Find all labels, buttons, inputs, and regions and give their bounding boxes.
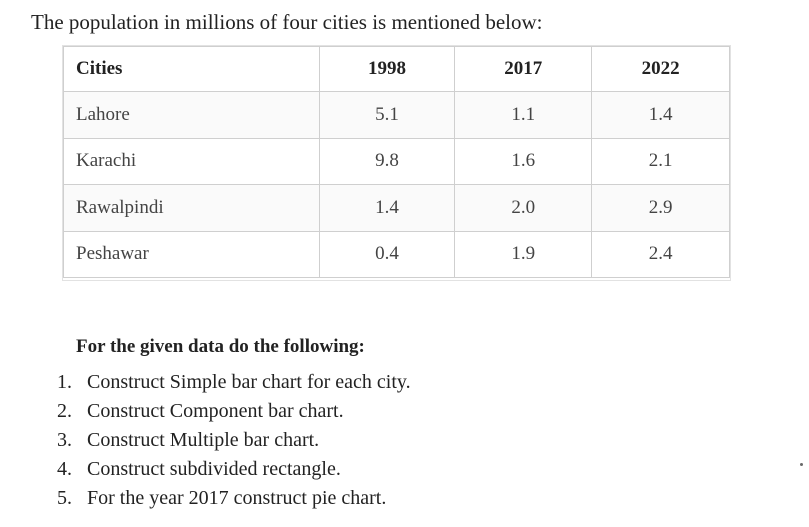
- city-name: Lahore: [64, 92, 320, 139]
- task-text: Construct Simple bar chart for each city.: [87, 371, 411, 393]
- task-text: Construct subdivided rectangle.: [87, 458, 341, 480]
- tasks-heading: For the given data do the following:: [76, 336, 365, 357]
- value-2022: 2.4: [592, 231, 730, 278]
- task-text: For the year 2017 construct pie chart.: [87, 487, 387, 509]
- value-2022: 2.9: [592, 185, 730, 232]
- task-number: 3.: [57, 429, 72, 451]
- table-row-karachi: [64, 138, 730, 185]
- task-number: 4.: [57, 458, 72, 480]
- task-list: [57, 368, 411, 513]
- value-2017: 1.9: [455, 231, 592, 278]
- table-row-rawalpindi: [64, 185, 730, 232]
- header-cities: Cities: [64, 47, 320, 92]
- task-item: [57, 455, 411, 484]
- intro-text: The population in millions of four cities is mentioned below:: [31, 10, 543, 34]
- header-1998: 1998: [319, 47, 455, 92]
- value-1998: 5.1: [319, 92, 455, 139]
- task-item: [57, 397, 411, 426]
- task-number: 5.: [57, 487, 72, 509]
- city-name: Rawalpindi: [64, 185, 320, 232]
- task-number: 1.: [57, 371, 72, 393]
- value-2017: 1.6: [455, 138, 592, 185]
- value-2022: 1.4: [592, 92, 730, 139]
- task-number: 2.: [57, 400, 72, 422]
- table-row-peshawar: [64, 231, 730, 278]
- value-2017: 2.0: [455, 185, 592, 232]
- task-item: [57, 426, 411, 455]
- city-name: Karachi: [64, 138, 320, 185]
- task-item: [57, 484, 411, 513]
- task-text: Construct Multiple bar chart.: [87, 429, 320, 451]
- value-1998: 1.4: [319, 185, 455, 232]
- table-header-row: [64, 47, 730, 92]
- value-2022: 2.1: [592, 138, 730, 185]
- table-row-lahore: [64, 92, 730, 139]
- population-table: [63, 46, 730, 278]
- city-name: Peshawar: [64, 231, 320, 278]
- task-text: Construct Component bar chart.: [87, 400, 344, 422]
- value-1998: 0.4: [319, 231, 455, 278]
- header-2017: 2017: [455, 47, 592, 92]
- stray-dot-mark: [800, 463, 803, 466]
- task-item: [57, 368, 411, 397]
- value-2017: 1.1: [455, 92, 592, 139]
- value-1998: 9.8: [319, 138, 455, 185]
- header-2022: 2022: [592, 47, 730, 92]
